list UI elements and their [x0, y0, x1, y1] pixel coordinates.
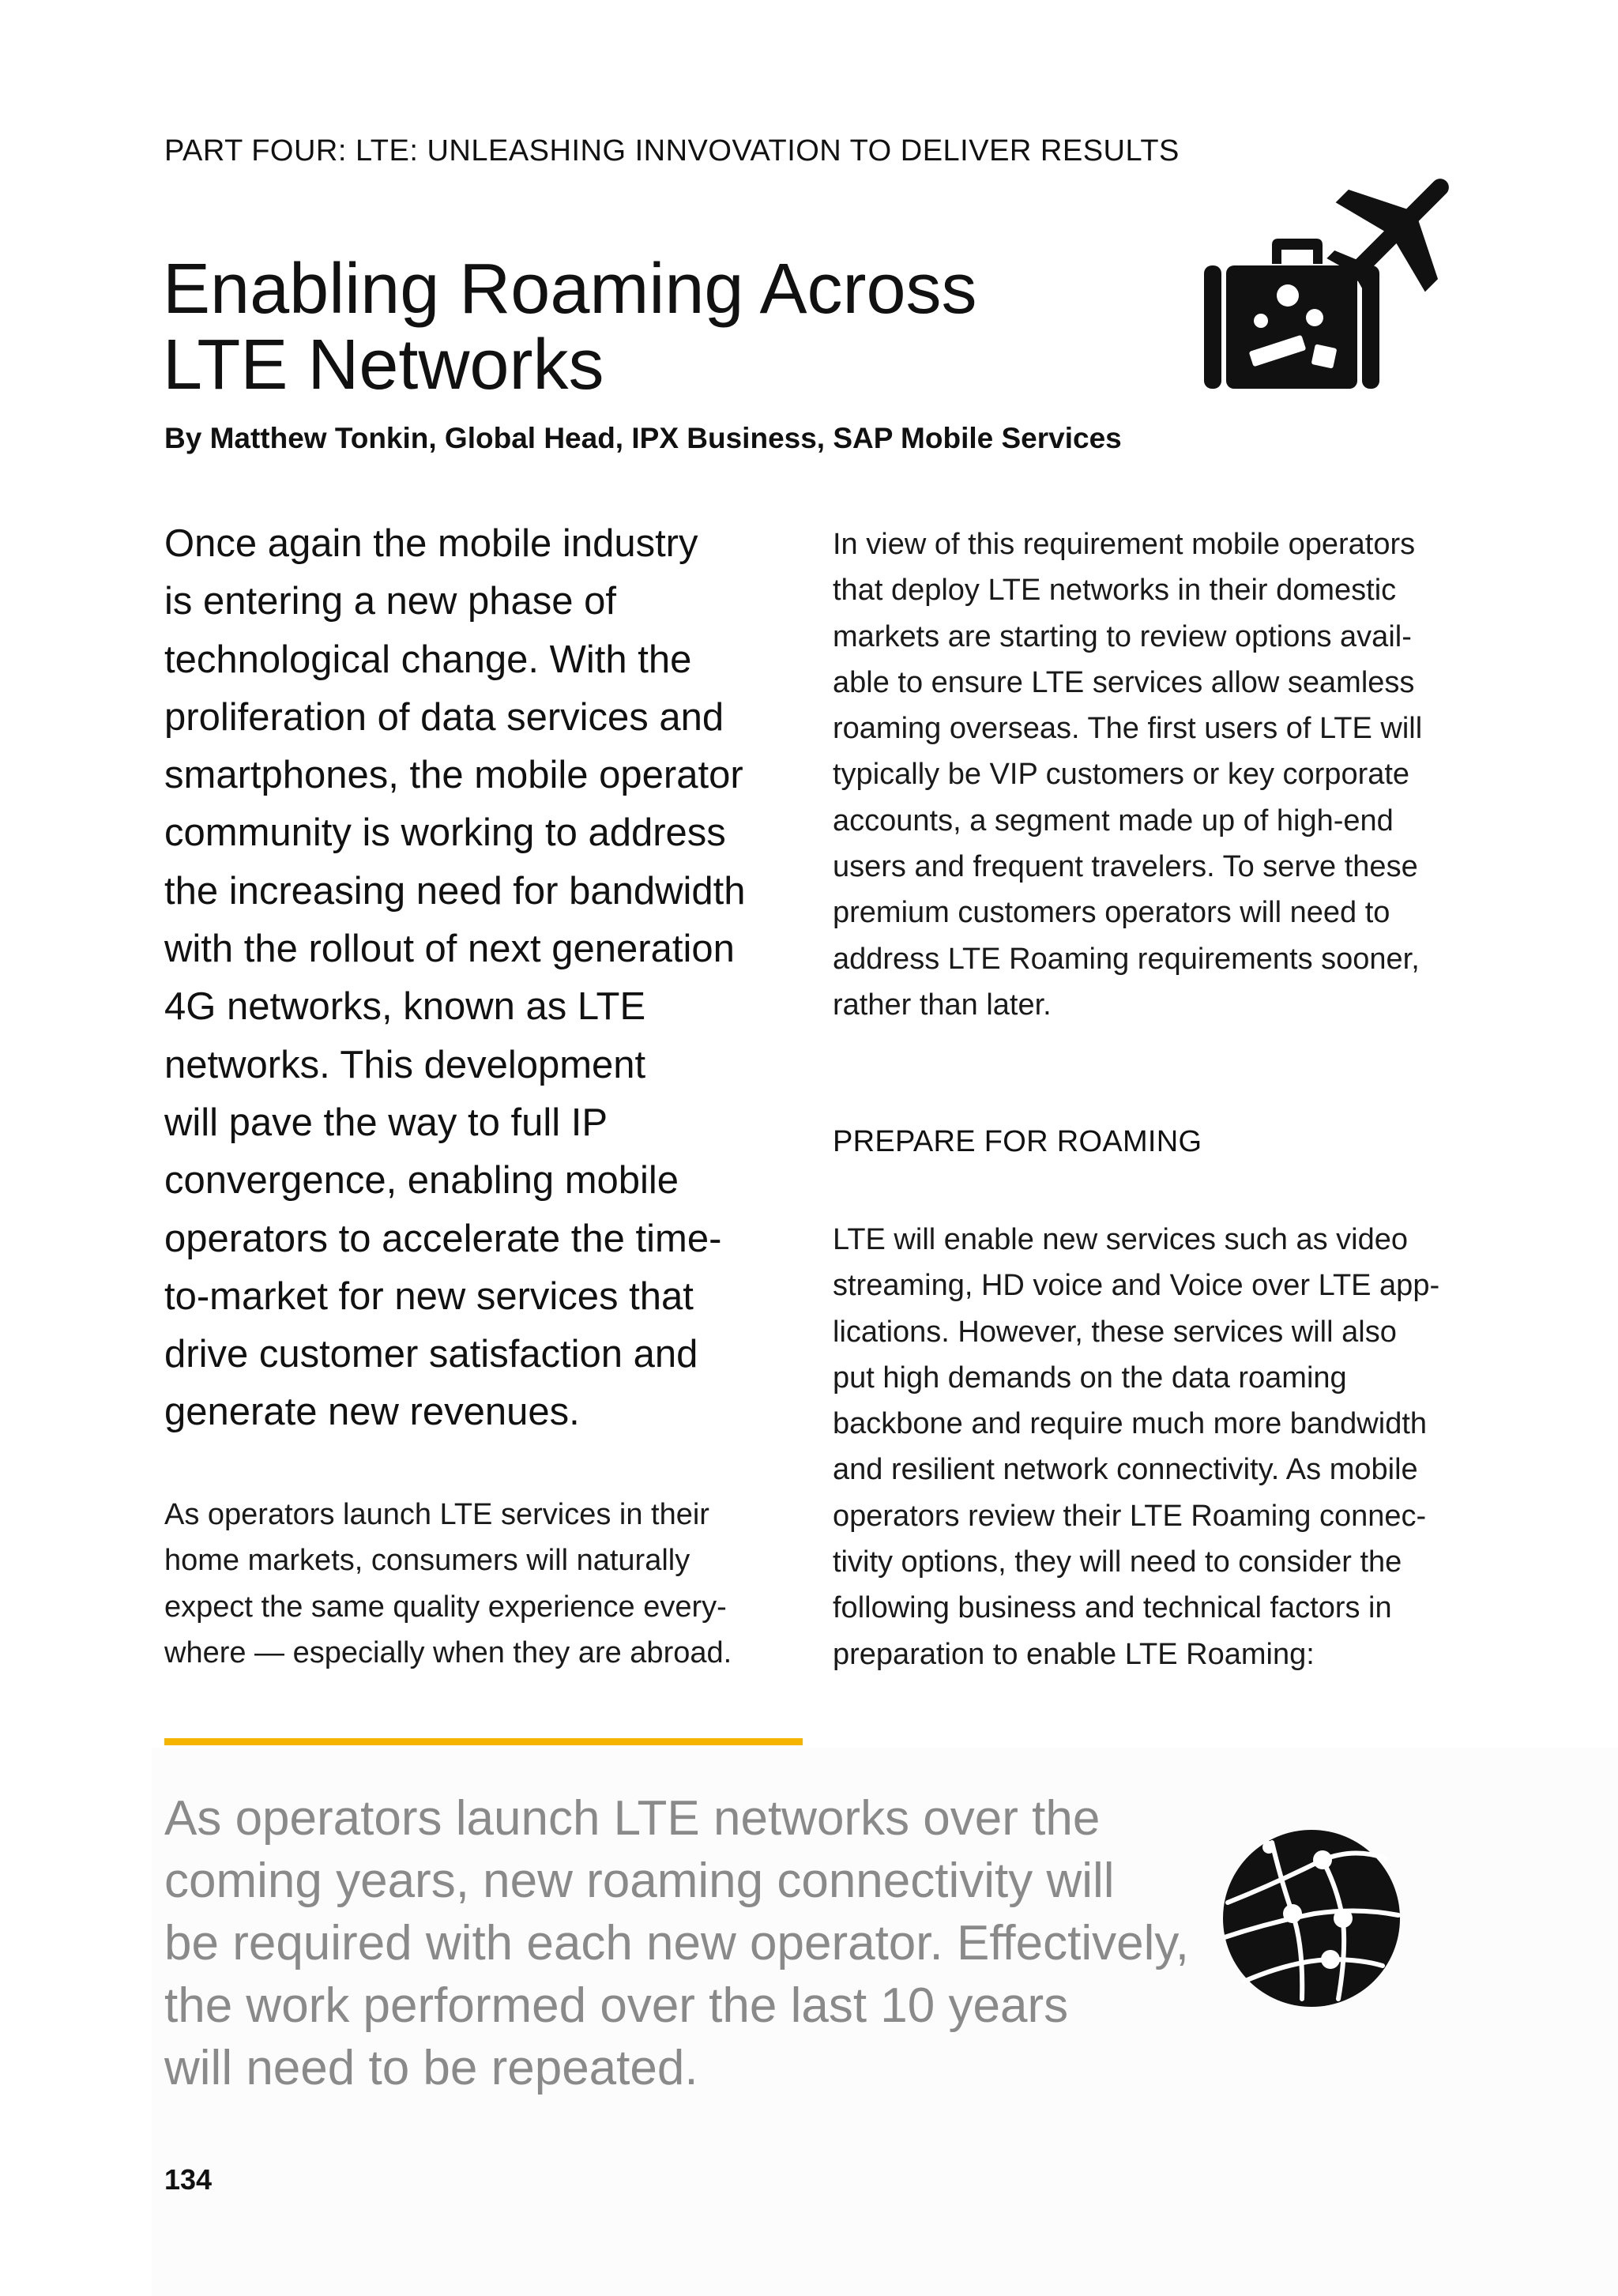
right-paragraph-1 [833, 521, 1465, 1028]
body-line: expect the same quality experience every- [164, 1590, 727, 1624]
accent-divider [164, 1738, 803, 1745]
body-line: tivity options, they will need to consider the [833, 1545, 1402, 1579]
lead-line: the increasing need for bandwidth [164, 869, 746, 913]
byline: By Matthew Tonkin, Global Head, IPX Business, SAP Mobile Services [164, 422, 1122, 454]
body-line: put high demands on the data roaming [833, 1361, 1347, 1395]
lead-line: drive customer satisfaction and [164, 1333, 698, 1376]
body-line: users and frequent travelers. To serve these [833, 850, 1418, 884]
lead-line: proliferation of data services and [164, 695, 724, 739]
body-line: lications. However, these services will also [833, 1315, 1397, 1349]
page-title-line-2: LTE Networks [163, 326, 604, 405]
pull-quote [164, 1787, 1207, 2099]
lead-line: convergence, enabling mobile [164, 1159, 679, 1203]
body-line: markets are starting to review options avail- [833, 619, 1412, 653]
lead-line: with the rollout of next generation [164, 928, 735, 971]
lead-line: networks. This development [164, 1043, 646, 1086]
body-line: LTE will enable new services such as video [833, 1223, 1408, 1256]
network-globe-icon [1220, 1827, 1403, 2010]
airplane-suitcase-icon [1195, 156, 1479, 401]
right-paragraph-2 [833, 1217, 1465, 1677]
body-line: operators review their LTE Roaming connec- [833, 1499, 1427, 1533]
body-line: where — especially when they are abroad. [164, 1635, 732, 1669]
body-line: preparation to enable LTE Roaming: [833, 1637, 1315, 1671]
lead-line: community is working to address [164, 811, 726, 855]
body-line: backbone and require much more bandwidth [833, 1407, 1428, 1441]
lead-line: is entering a new phase of [164, 580, 617, 623]
lead-line: Once again the mobile industry [164, 522, 698, 565]
body-line: and resilient network connectivity. As mobile [833, 1453, 1418, 1487]
body-line: roaming overseas. The first users of LTE will [833, 712, 1423, 746]
body-line: able to ensure LTE services allow seamless [833, 665, 1415, 699]
lead-line: technological change. With the [164, 638, 692, 681]
body-line: premium customers operators will need to [833, 896, 1390, 930]
page-number: 134 [164, 2163, 213, 2196]
page-title-line-1: Enabling Roaming Across [163, 250, 977, 329]
pull-quote-line: As operators launch LTE networks over the [164, 1791, 1101, 1846]
body-line: accounts, a segment made up of high-end [833, 804, 1394, 837]
left-body-paragraph [164, 1492, 812, 1676]
body-line: rather than later. [833, 988, 1052, 1022]
body-line: streaming, HD voice and Voice over LTE app- [833, 1269, 1440, 1303]
lead-line: smartphones, the mobile operator [164, 754, 743, 797]
body-line: following business and technical factors in [833, 1591, 1392, 1625]
body-line: address LTE Roaming requirements sooner, [833, 942, 1420, 976]
lead-line: 4G networks, known as LTE [164, 985, 646, 1029]
pull-quote-line: coming years, new roaming connectivity will [164, 1854, 1115, 1908]
body-line: As operators launch LTE services in their [164, 1498, 709, 1531]
lead-paragraph [164, 515, 804, 1442]
lead-line: generate new revenues. [164, 1391, 580, 1434]
pull-quote-line: the work performed over the last 10 years [164, 1978, 1069, 2033]
lead-line: will pave the way to full IP [164, 1101, 608, 1144]
body-line: home markets, consumers will naturally [164, 1544, 690, 1578]
page-title [163, 251, 1111, 403]
body-line: typically be VIP customers or key corporate [833, 758, 1410, 792]
part-title: PART FOUR: LTE: UNLEASHING INNVOVATION TO DELIVER RESULTS [164, 134, 1180, 167]
body-line: that deploy LTE networks in their domestic [833, 574, 1397, 608]
body-line: In view of this requirement mobile operators [833, 528, 1416, 561]
lead-line: to-market for new services that [164, 1274, 694, 1318]
pull-quote-line: will need to be repeated. [164, 2041, 698, 2095]
section-subheading: PREPARE FOR ROAMING [833, 1125, 1202, 1158]
lead-line: operators to accelerate the time- [164, 1217, 722, 1260]
pull-quote-line: be required with each new operator. Effectively, [164, 1916, 1190, 1970]
